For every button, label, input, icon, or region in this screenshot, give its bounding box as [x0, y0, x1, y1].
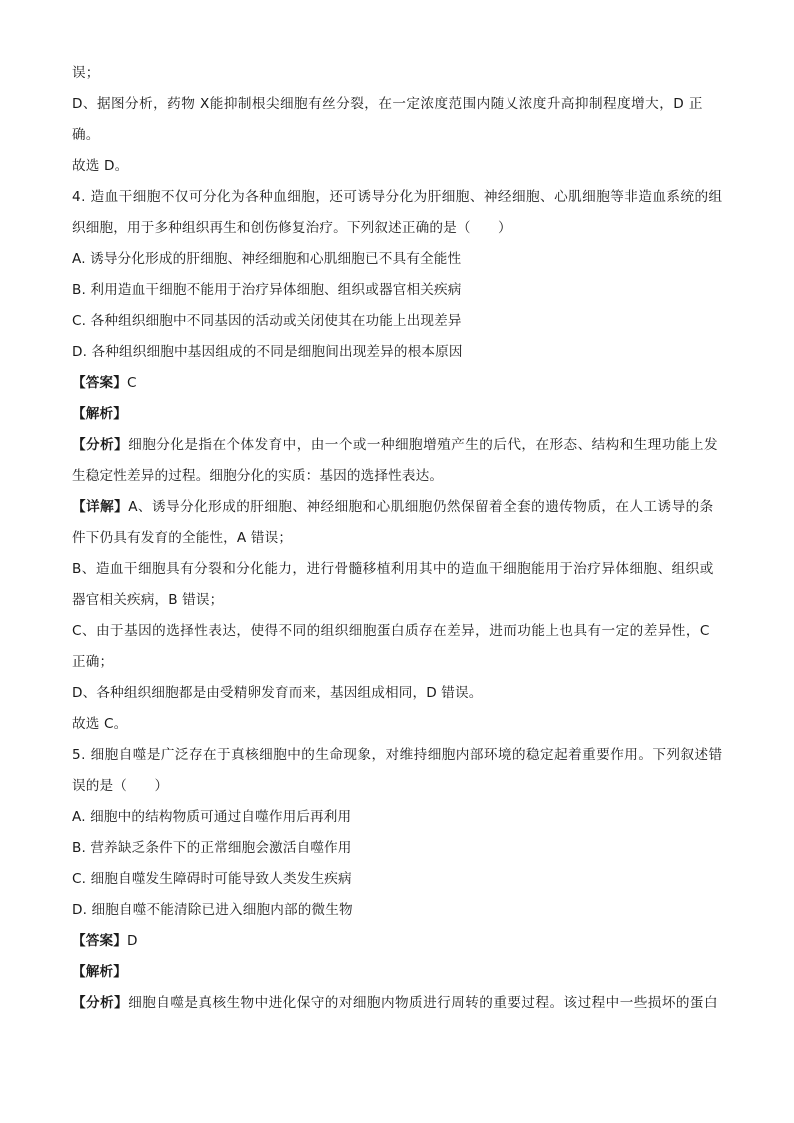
question-5-option-b: B. 营养缺乏条件下的正常细胞会激活自噬作用: [72, 840, 352, 856]
document-page: [72, 58, 722, 1019]
analysis-heading: [72, 957, 722, 988]
text-line: 正确；: [72, 654, 114, 670]
text-line: B、造血干细胞具有分裂和分化能力，进行骨髓移植利用其中的造血干细胞能用于治疗异体细胞、组织或: [72, 561, 714, 577]
question-4-option-b: B. 利用造血干细胞不能用于治疗异体细胞、组织或器官相关疾病: [72, 282, 462, 298]
text-line: 故选 D。: [72, 158, 129, 174]
text-line: 件下仍具有发育的全能性，A 错误；: [72, 530, 293, 546]
analysis-text: 细胞分化是指在个体发育中，由一个或一种细胞增殖产生的后代，在形态、结构和生理功能上发: [128, 437, 719, 453]
text-line: C、由于基因的选择性表达，使得不同的组织细胞蛋白质存在差异，进而功能上也具有一定的差异性，C: [72, 623, 710, 639]
text-line: 器官相关疾病，B 错误；: [72, 592, 224, 608]
analysis-tag: 【解析】: [72, 406, 127, 422]
question-4-option-c: C. 各种组织细胞中不同基因的活动或关闭使其在功能上出现差异: [72, 313, 462, 329]
question-5-stem: 5. 细胞自噬是广泛存在于真核细胞中的生命现象，对维持细胞内部环境的稳定起着重要作用。下列叙述错: [72, 747, 723, 763]
analysis-tag: 【解析】: [72, 964, 127, 980]
analysis-line: [72, 430, 722, 461]
answer-tag: 【答案】: [72, 375, 127, 391]
question-4-option-a: A. 诱导分化形成的肝细胞、神经细胞和心肌细胞已不具有全能性: [72, 251, 462, 267]
detail-tag: 【详解】: [72, 499, 129, 515]
detail-line: [72, 492, 722, 523]
analysis-sub-tag: 【分析】: [72, 437, 129, 453]
detail-text: A、诱导分化形成的肝细胞、神经细胞和心肌细胞仍然保留着全套的遗传物质，在人工诱导的条: [128, 499, 714, 515]
question-5-stem-cont: 误的是（ ）: [72, 778, 169, 794]
answer-value: D: [126, 933, 138, 949]
text-line: 误；: [72, 65, 100, 81]
text-line: 故选 C。: [72, 716, 128, 732]
question-5-option-a: A. 细胞中的结构物质可通过自噬作用后再利用: [72, 809, 352, 825]
analysis-sub-tag: 【分析】: [72, 995, 129, 1011]
question-4-stem: 4. 造血干细胞不仅可分化为各种血细胞，还可诱导分化为肝细胞、神经细胞、心肌细胞等非造血系统的组: [72, 189, 723, 205]
answer-tag: 【答案】: [72, 933, 127, 949]
text-line: 生稳定性差异的过程。细胞分化的实质：基因的选择性表达。: [72, 468, 444, 484]
question-5-option-d: D. 细胞自噬不能清除已进入细胞内部的微生物: [72, 902, 353, 918]
question-4-option-d: D. 各种组织细胞中基因组成的不同是细胞间出现差异的根本原因: [72, 344, 463, 360]
analysis-heading: [72, 399, 722, 430]
question-5-option-c: C. 细胞自噬发生障碍时可能导致人类发生疾病: [72, 871, 352, 887]
question-4-stem-cont: 织细胞，用于多种组织再生和创伤修复治疗。下列叙述正确的是（ ）: [72, 220, 512, 236]
analysis-line: [72, 988, 722, 1019]
answer-value: C: [126, 375, 137, 391]
answer-line: [72, 368, 722, 399]
answer-line: [72, 926, 722, 957]
text-line: D、据图分析，药物 X能抑制根尖细胞有丝分裂，在一定浓度范围内随乂浓度升高抑制程度增大，D 正: [72, 96, 703, 112]
analysis-text: 细胞自噬是真核生物中进化保守的对细胞内物质进行周转的重要过程。该过程中一些损坏的蛋白: [128, 995, 719, 1011]
text-line: 确。: [72, 127, 100, 143]
text-line: D、各种组织细胞都是由受精卵发育而来，基因组成相同，D 错误。: [72, 685, 483, 701]
